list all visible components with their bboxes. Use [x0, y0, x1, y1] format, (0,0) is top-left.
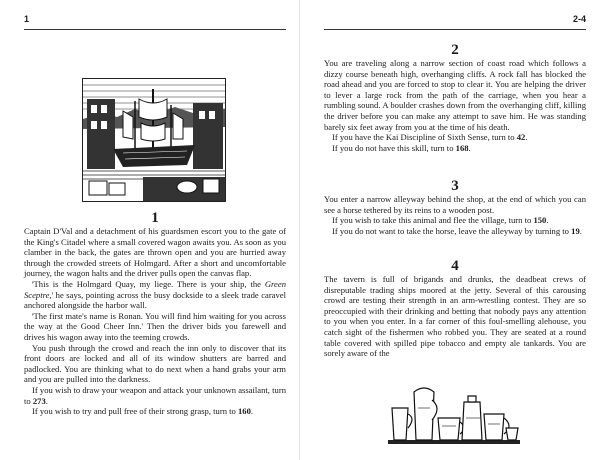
right-page-number: 2-4 — [572, 14, 586, 24]
section-4 — [324, 258, 586, 359]
section-4-number: 4 — [451, 258, 459, 274]
choice-sixth-sense[interactable]: If you have the Kai Discipline of Sixth Sense, turn to 42. — [332, 132, 528, 143]
choice-no-skill[interactable]: If you do not have this skill, turn to 168. — [332, 142, 471, 153]
section-1 — [24, 210, 286, 417]
choice-take-horse[interactable]: If you wish to take this animal and flee the village, turn to 150. — [332, 215, 549, 226]
section-3 — [324, 178, 586, 236]
section-2-text: You are traveling along a narrow section of coast road which follows a dizzy course beneath high, overhanging cliffs. A rock fall has blocked the road ahead and you are forced to stop to clear it. You are helping the driver to lever a large rock from the path of the carriage, when you hear a rumbling sound. A boulder crashes down from the overhanging cliff, killing the driver before you can make any attempt to save him. He was standing barely six feet away from you at the time of his death. — [324, 58, 586, 132]
section-3-number: 3 — [451, 178, 459, 194]
ship-name: Green Sceptre — [24, 278, 286, 300]
section-1-quote-1: 'This is the Holmgard Quay, my liege. There is your ship, the Green Sceptre,' he says, pointing across the busy dockside to a sleek trade caravel anchored alongside the harbor wall. — [24, 278, 286, 311]
turn-42-link[interactable]: 42 — [516, 132, 526, 143]
section-2-number: 2 — [451, 42, 459, 58]
turn-19-link[interactable]: 19 — [571, 225, 580, 236]
section-1-number: 1 — [151, 210, 159, 226]
turn-273-link[interactable]: 273 — [32, 395, 46, 406]
turn-160-link[interactable]: 160 — [237, 406, 251, 417]
section-1-para-1: Captain D'Val and a detachment of his guardsmen escort you to the gate of the King's Citadel where a small covered wagon awaits you. As soon as you clamber in the back, the gates are thrown open and you are hurried away through the crowded streets of Holmgard. After a short and uncomfortable journey, the wagon halts and the driver pulls open the canvas flap. — [24, 226, 286, 279]
right-header — [324, 14, 586, 26]
choice-attack[interactable]: If you wish to draw your weapon and attack your unknown assailant, turn to 273. — [24, 384, 286, 406]
left-header — [24, 14, 286, 26]
turn-150-link[interactable]: 150 — [533, 215, 547, 226]
right-header-rule — [324, 29, 586, 30]
ship-illustration — [82, 78, 226, 202]
section-3-text: You enter a narrow alleyway behind the shop, at the end of which you can see a horse tethered by its reins to a wooden post. — [324, 194, 586, 215]
tankards-illustration — [384, 378, 524, 448]
section-4-text: The tavern is full of brigands and drunks, the deadbeat crews of disreputable trading ships moored at the jetty. Several of this carousing crowd are testing their strength in an arm-wrestling contest. They are so preoccupied with their drinking and betting that nobody pays any attention to you when you enter. In a far corner of this foul-smelling alehouse, you catch sight of the fishermen who robbed you. They are seated at a round table covered with spilled pipe tobacco and empty ale tankards. You are sorely aware of the — [324, 274, 586, 359]
section-1-para-3: You push through the crowd and reach the inn only to discover that its front doors are locked and all of its window shutters are barred and padlocked. You are thinking what to do next when a hand grabs your arm and you are pulled into the darkness. — [24, 342, 286, 385]
choice-pull-free[interactable]: If you wish to try and pull free of their strong grasp, turn to 160. — [32, 406, 254, 417]
section-1-quote-2: 'The first mate's name is Ronan. You will find him waiting for you across the way at the Good Cheer Inn.' Then the driver bids you farewell and drives his wagon away into the teeming crowds. — [24, 310, 286, 342]
choice-leave-alley[interactable]: If you do not want to take the horse, leave the alleyway by turning to 19. — [332, 225, 582, 236]
section-2 — [324, 42, 586, 153]
turn-168-link[interactable]: 168 — [455, 142, 469, 153]
page-gutter — [299, 0, 300, 460]
left-page-number: 1 — [24, 14, 30, 24]
left-header-rule — [24, 29, 286, 30]
